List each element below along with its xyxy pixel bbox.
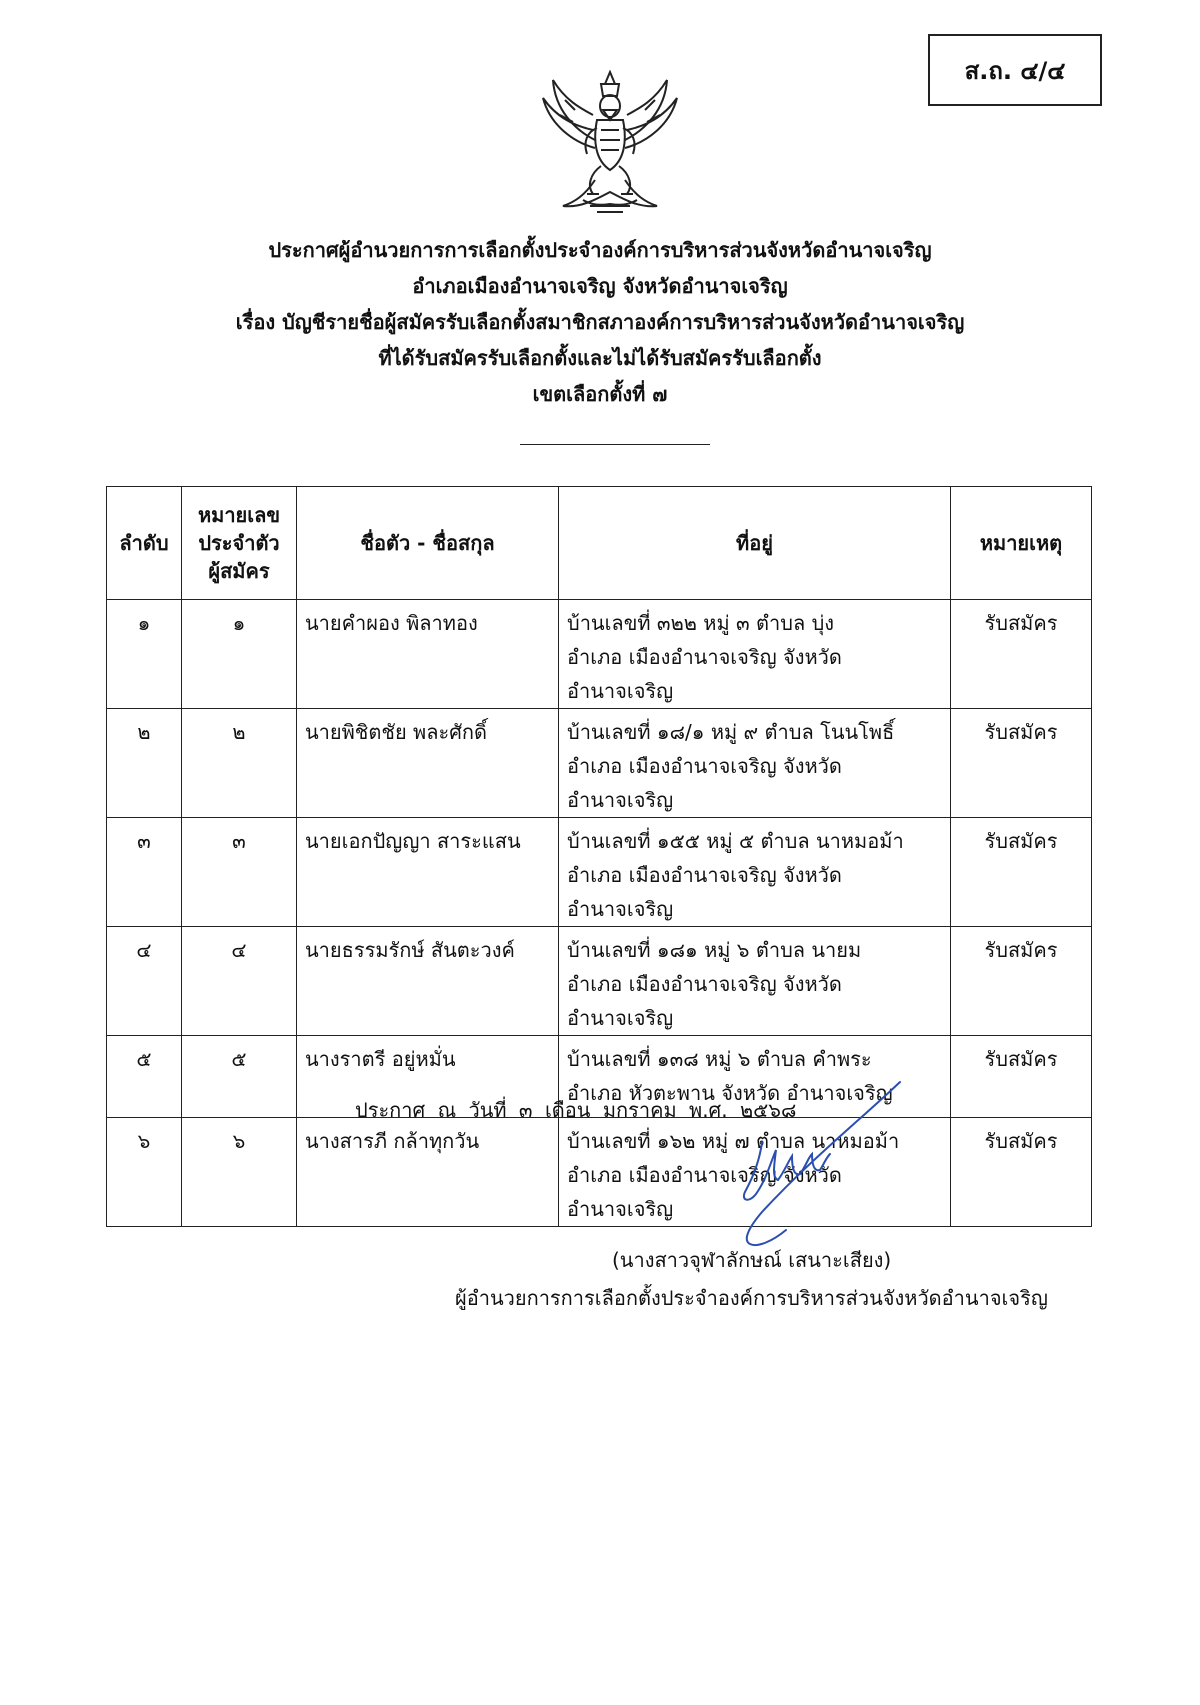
cell-name: นายคำผอง พิลาทอง <box>297 600 559 709</box>
cell-address <box>559 709 951 818</box>
cell-name: นายเอกปัญญา สาระแสน <box>297 818 559 927</box>
cell-order: ๕ <box>107 1036 182 1118</box>
address-line-2: อำเภอ เมืองอำนาจเจริญ จังหวัด อำนาจเจริญ <box>567 1163 842 1221</box>
col-header-number-l1: หมายเลข <box>197 503 281 527</box>
cell-number: ๔ <box>182 927 297 1036</box>
form-code: ส.ถ. ๔/๔ <box>964 56 1066 85</box>
address-line-1: บ้านเลขที่ ๑๓๘ หมู่ ๖ ตำบล คำพระ <box>567 1047 872 1071</box>
cell-address <box>559 818 951 927</box>
cell-order: ๒ <box>107 709 182 818</box>
cell-number: ๑ <box>182 600 297 709</box>
address-line-1: บ้านเลขที่ ๑๘๑ หมู่ ๖ ตำบล นายม <box>567 938 862 962</box>
table-row <box>107 927 1092 1036</box>
cell-number: ๓ <box>182 818 297 927</box>
cell-remark: รับสมัคร <box>951 927 1092 1036</box>
garuda-emblem-icon <box>535 70 685 220</box>
col-header-number-l2: ประจำตัว <box>198 531 280 555</box>
header-divider <box>520 444 710 445</box>
cell-name: นางราตรี อยู่หมั่น <box>297 1036 559 1118</box>
col-header-order: ลำดับ <box>107 487 182 600</box>
cell-order: ๔ <box>107 927 182 1036</box>
cell-number: ๖ <box>182 1118 297 1227</box>
cell-remark: รับสมัคร <box>951 1036 1092 1118</box>
cell-order: ๑ <box>107 600 182 709</box>
address-line-1: บ้านเลขที่ ๑๕๕ หมู่ ๕ ตำบล นาหมอม้า <box>567 829 904 853</box>
col-header-remark: หมายเหตุ <box>951 487 1092 600</box>
cell-name: นายพิชิตชัย พละศักดิ์ <box>297 709 559 818</box>
signer-name: (นางสาวจุฬาลักษณ์ เสนาะเสียง) <box>612 1248 892 1272</box>
col-header-number-l3: ผู้สมัคร <box>208 559 270 583</box>
table-row <box>107 818 1092 927</box>
cell-address <box>559 927 951 1036</box>
table-row <box>107 709 1092 818</box>
header-line-district: อำเภอเมืองอำนาจเจริญ จังหวัดอำนาจเจริญ <box>412 274 788 298</box>
address-line-1: บ้านเลขที่ ๓๒๒ หมู่ ๓ ตำบล บุ่ง <box>567 611 835 635</box>
signature-icon <box>690 1080 920 1250</box>
signer-position: ผู้อำนวยการการเลือกตั้งประจำองค์การบริหารส่วนจังหวัดอำนาจเจริญ <box>455 1286 1048 1310</box>
cell-remark: รับสมัคร <box>951 818 1092 927</box>
cell-address <box>559 600 951 709</box>
address-line-1: บ้านเลขที่ ๑๘/๑ หมู่ ๙ ตำบล โนนโพธิ์ <box>567 720 895 744</box>
col-header-name: ชื่อตัว - ชื่อสกุล <box>297 487 559 600</box>
address-line-2: อำเภอ เมืองอำนาจเจริญ จังหวัด อำนาจเจริญ <box>567 972 842 1030</box>
table-row <box>107 1118 1092 1227</box>
address-line-2: อำเภอ เมืองอำนาจเจริญ จังหวัด อำนาจเจริญ <box>567 645 842 703</box>
address-line-1: บ้านเลขที่ ๑๖๒ หมู่ ๗ ตำบล นาหมอม้า <box>567 1129 900 1153</box>
cell-remark: รับสมัคร <box>951 600 1092 709</box>
cell-remark: รับสมัคร <box>951 1118 1092 1227</box>
cell-number: ๒ <box>182 709 297 818</box>
cell-number: ๕ <box>182 1036 297 1118</box>
address-line-2: อำเภอ เมืองอำนาจเจริญ จังหวัด อำนาจเจริญ <box>567 754 842 812</box>
address-line-2: อำเภอ เมืองอำนาจเจริญ จังหวัด อำนาจเจริญ <box>567 863 842 921</box>
form-code-box <box>928 34 1102 106</box>
cell-name: นายธรรมรักษ์ สันตะวงค์ <box>297 927 559 1036</box>
cell-order: ๖ <box>107 1118 182 1227</box>
header-line-subject-cont: ที่ได้รับสมัครรับเลือกตั้งและไม่ได้รับสมัครรับเลือกตั้ง <box>378 346 822 370</box>
col-header-address: ที่อยู่ <box>559 487 951 600</box>
announcement-header <box>0 232 1200 412</box>
cell-order: ๓ <box>107 818 182 927</box>
header-line-subject: เรื่อง บัญชีรายชื่อผู้สมัครรับเลือกตั้งสมาชิกสภาองค์การบริหารส่วนจังหวัดอำนาจเจริญ <box>235 310 965 334</box>
cell-name: นางสารภี กล้าทุกวัน <box>297 1118 559 1227</box>
cell-remark: รับสมัคร <box>951 709 1092 818</box>
address-line-2: อำเภอ หัวตะพาน จังหวัด อำนาจเจริญ <box>567 1081 893 1105</box>
table-row <box>107 600 1092 709</box>
col-header-number <box>182 487 297 600</box>
table-header-row <box>107 487 1092 600</box>
header-line-title: ประกาศผู้อำนวยการการเลือกตั้งประจำองค์การบริหารส่วนจังหวัดอำนาจเจริญ <box>268 238 932 262</box>
header-line-constituency: เขตเลือกตั้งที่ ๗ <box>532 382 668 406</box>
announcement-date: ประกาศ ณ วันที่ ๓ เดือน มกราคม พ.ศ. ๒๕๖๘ <box>355 1098 797 1122</box>
